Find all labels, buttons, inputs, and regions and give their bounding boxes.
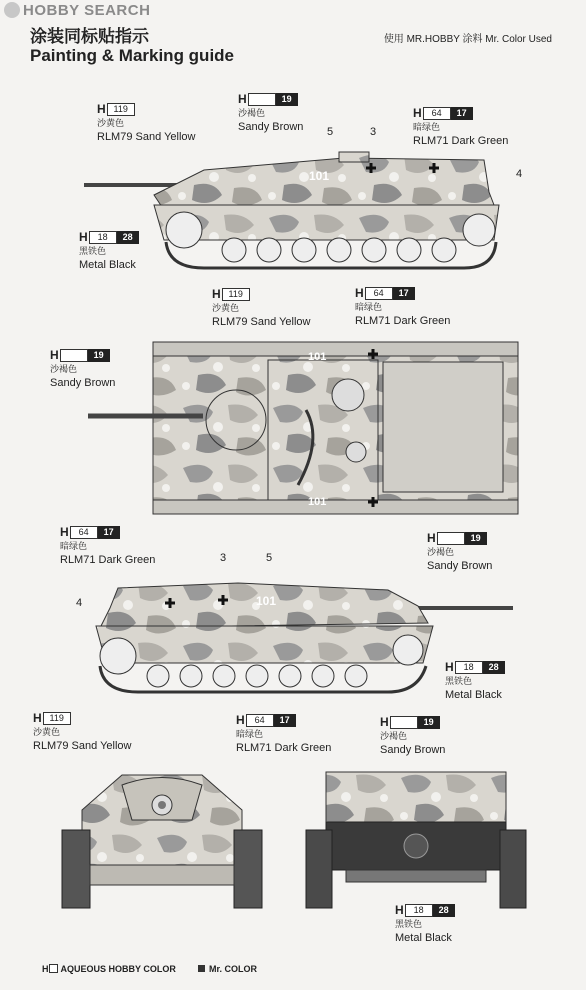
tank-side-left-icon: [84, 150, 514, 275]
color-callout-sand-yellow: H 119 沙黄色 RLM79 Sand Yellow: [97, 102, 196, 143]
color-callout-dark-green: H 64 17 暗绿色 RLM71 Dark Green: [60, 525, 156, 566]
color-callout-dark-green: H 64 17 暗绿色 RLM71 Dark Green: [236, 713, 332, 754]
marking-callout-4: 4: [516, 168, 523, 180]
tank-front-icon: [62, 770, 262, 910]
legend-aqueous: H AQUEOUS HOBBY COLOR: [42, 964, 176, 974]
mr-color-swatch-icon: [198, 965, 205, 972]
svg-text:101: 101: [256, 594, 277, 608]
aqueous-swatch-icon: [49, 964, 58, 973]
marking-callout-3: 3: [370, 126, 377, 138]
marking-callout-4: 4: [76, 597, 83, 609]
tank-rear-icon: [306, 770, 526, 910]
color-callout-sandy-brown: H 19 沙褐色 Sandy Brown: [238, 92, 304, 133]
title-english: Painting & Marking guide: [30, 46, 235, 65]
color-callout-sand-yellow: H 119 沙黄色 RLM79 Sand Yellow: [212, 287, 311, 328]
color-callout-sandy-brown: H 19 沙褐色 Sandy Brown: [50, 348, 116, 389]
color-callout-dark-green: H 64 17 暗绿色 RLM71 Dark Green: [413, 106, 509, 147]
color-callout-metal-black: H 18 28 黑铁色 Metal Black: [79, 231, 139, 272]
color-callout-dark-green: H 64 17 暗绿色 RLM71 Dark Green: [355, 286, 451, 327]
tank-top-icon: [88, 340, 518, 515]
hobby-search-logo: HOBBY SEARCH: [4, 2, 150, 19]
marking-callout-5: 5: [327, 126, 334, 138]
svg-text:101: 101: [308, 351, 327, 363]
color-callout-sandy-brown: H 19 沙褐色 Sandy Brown: [427, 531, 493, 572]
title-chinese: 涂装同标贴指示: [30, 27, 149, 47]
color-callout-metal-black: H 18 28 黑铁色 Metal Black: [395, 904, 455, 945]
svg-text:101: 101: [308, 496, 327, 508]
color-callout-metal-black: H 18 28 黑铁色 Metal Black: [445, 661, 505, 702]
color-callout-sandy-brown: H 19 沙褐色 Sandy Brown: [380, 715, 446, 756]
legend-mr-color: Mr. COLOR: [198, 964, 257, 974]
marking-callout-3: 3: [220, 552, 227, 564]
marking-callout-5: 5: [266, 552, 273, 564]
svg-text:101: 101: [309, 169, 330, 183]
paint-brand-note: 使用 MR.HOBBY 涂料 Mr. Color Used: [383, 34, 552, 45]
logo-icon: [4, 2, 20, 18]
color-callout-sand-yellow: H 119 沙黄色 RLM79 Sand Yellow: [33, 711, 132, 752]
